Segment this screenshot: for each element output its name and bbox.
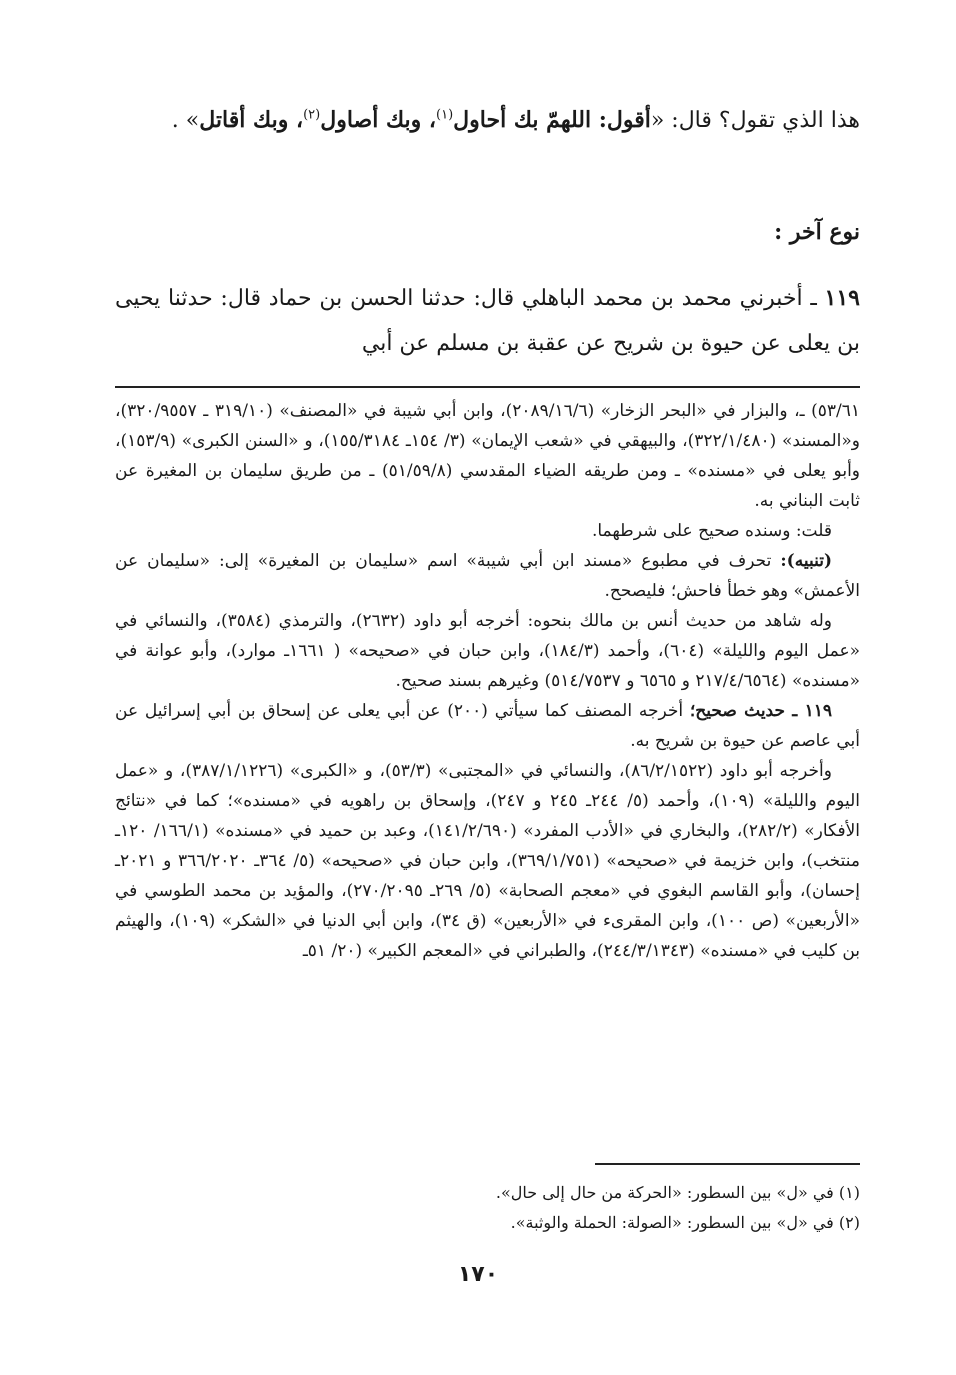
footnote-ref-1[interactable]: (١) (436, 107, 454, 123)
note-5-label: ١١٩ ـ حديث صحيح؛ (689, 701, 832, 721)
hadith-number: ١١٩ (824, 285, 860, 311)
note-5 (115, 696, 860, 756)
hadith-text: ـ أخبرني محمد بن محمد الباهلي قال: حدثنا الحسن بن حماد قال: حدثنا يحيى بن يعلى عن حيوة بن شريح عن عقبة بن مسلم عن أبي (115, 286, 860, 356)
note-3 (115, 546, 860, 606)
note-1: ٥٣/٦١) ـ، والبزار في «البحر الزخار» (٢٠٨٩/١٦/٦)، وابن أبي شيبة في «المصنف» (٣١٩/١٠ ـ ٣٢٠/٩٥٥٧)، و«المسند» (٣٢٢/١/٤٨٠)، والبيهقي في «شعب الإيمان» (٣/ ١٥٤ـ ١٥٥/٣١٨٤)، و «السنن الكبرى» (١٥٣/٩)، وأبو يعلى في «مسنده» ـ ومن طريقه الضياء المقدسي (٥١/٥٩/٨) ـ من طريق سليمان بن المغيرة عن ثابت البناني به. (115, 401, 860, 511)
main-paragraph (115, 98, 860, 143)
footnote-ref-2[interactable]: (٢) (303, 107, 321, 123)
note-6: وأخرجه أبو داود (٨٦/٢/١٥٢٢)، والنسائي في «المجتبى» (٥٣/٣)، و «الكبرى» (٣٨٧/١/١٢٢٦)، و «عمل اليوم والليلة» (١٠٩)، وأحمد (٥/ ٢٤٤ـ ٢٤٥ و ٢٤٧)، وإسحاق بن راهويه في «مسنده»؛ كما في «نتائج الأفكار» (٢٨٢/٢)، والبخاري في «الأدب المفرد» (١٤١/٢/٦٩٠)، وعبد بن حميد في «مسنده» (١٦٦/١/ ١٢٠ـ منتخب)، وابن خزيمة في «صحيحه» (٣٦٩/١/٧٥١)، وابن حبان في «صحيحه» (٥/ ٣٦٤ـ ٣٦٦/٢٠٢٠ و ٢٠٢١ـ إحسان)، وأبو القاسم البغوي في «معجم الصحابة» (٥/ ٢٦٩ـ ٢٧٠/٢٠٩٥)، والمؤيد بن محمد الطوسي في «الأربعين» (ص ١٠٠)، وابن المقرىء في «الأربعين» (ق ٣٤)، وابن أبي الدنيا في «الشكر» (١٠٩)، والهيثم بن كليب في «مسنده» (٢٤٤/٣/١٣٤٣)، والطبراني في «المعجم الكبير» (٢٠/ ٥١ـ (115, 761, 861, 961)
note-5-text: أخرجه المصنف كما سيأتي (٢٠٠) عن أبي يعلى عن إسحاق بن أبي إسرائيل عن أبي عاصم عن حيوة بن شريح به. (115, 701, 860, 751)
para1-text-e: » . (171, 108, 200, 133)
footnotes-divider (595, 1163, 860, 1165)
footnote-2: (٢) في «ل» بين السطور: «الصولة: الحملة والوثبة». (510, 1213, 860, 1232)
section-heading: نوع آخر : (774, 219, 860, 245)
footnote-1: (١) في «ل» بين السطور: «الحركة من حال إلى حال». (495, 1183, 860, 1202)
footnotes (115, 1178, 860, 1238)
para1-quote-a: أقول: اللهمّ بك أحاول (453, 107, 651, 133)
para1-quote-b: ، وبك أصاول (320, 107, 437, 133)
note-2: قلت: وسنده صحيح على شرطهما. (591, 521, 832, 541)
note-4: وله شاهد من حديث أنس بن مالك بنحوه: أخرجه أبو داود (٢٦٣٢)، والترمذي (٣٥٨٤)، والنسائي في «عمل اليوم والليلة» (٦٠٤)، وأحمد (١٨٤/٣)، وابن حبان في «صحيحه» ( ١٦٦١ـ موارد)، وأبو عوانة في «مسنده» (٢١٧/٤/٦٥٦٤ و ٦٥٦٥ و ٥١٤/٧٥٣٧) وغيرهم بسند صحيح. (115, 611, 860, 691)
note-3-text: تحرف في مطبوع «مسند ابن أبي شيبة» اسم «سليمان بن المغيرة» إلى: «سليمان عن الأعمش» وهو خطأ فاحش؛ فليصحح. (115, 551, 860, 601)
hadith-paragraph (115, 276, 860, 366)
note-3-label: (تنبيه): (780, 551, 832, 571)
hadith-119 (115, 276, 860, 366)
commentary-notes (115, 396, 860, 966)
para1-quote-c: ، وبك أقاتل (199, 107, 304, 133)
para1-text-a: هذا الذي تقول؟ قال: « (650, 108, 860, 133)
page-number: ١٧٠ (457, 1262, 499, 1287)
notes-divider (115, 386, 860, 388)
paragraph-1 (115, 98, 860, 143)
